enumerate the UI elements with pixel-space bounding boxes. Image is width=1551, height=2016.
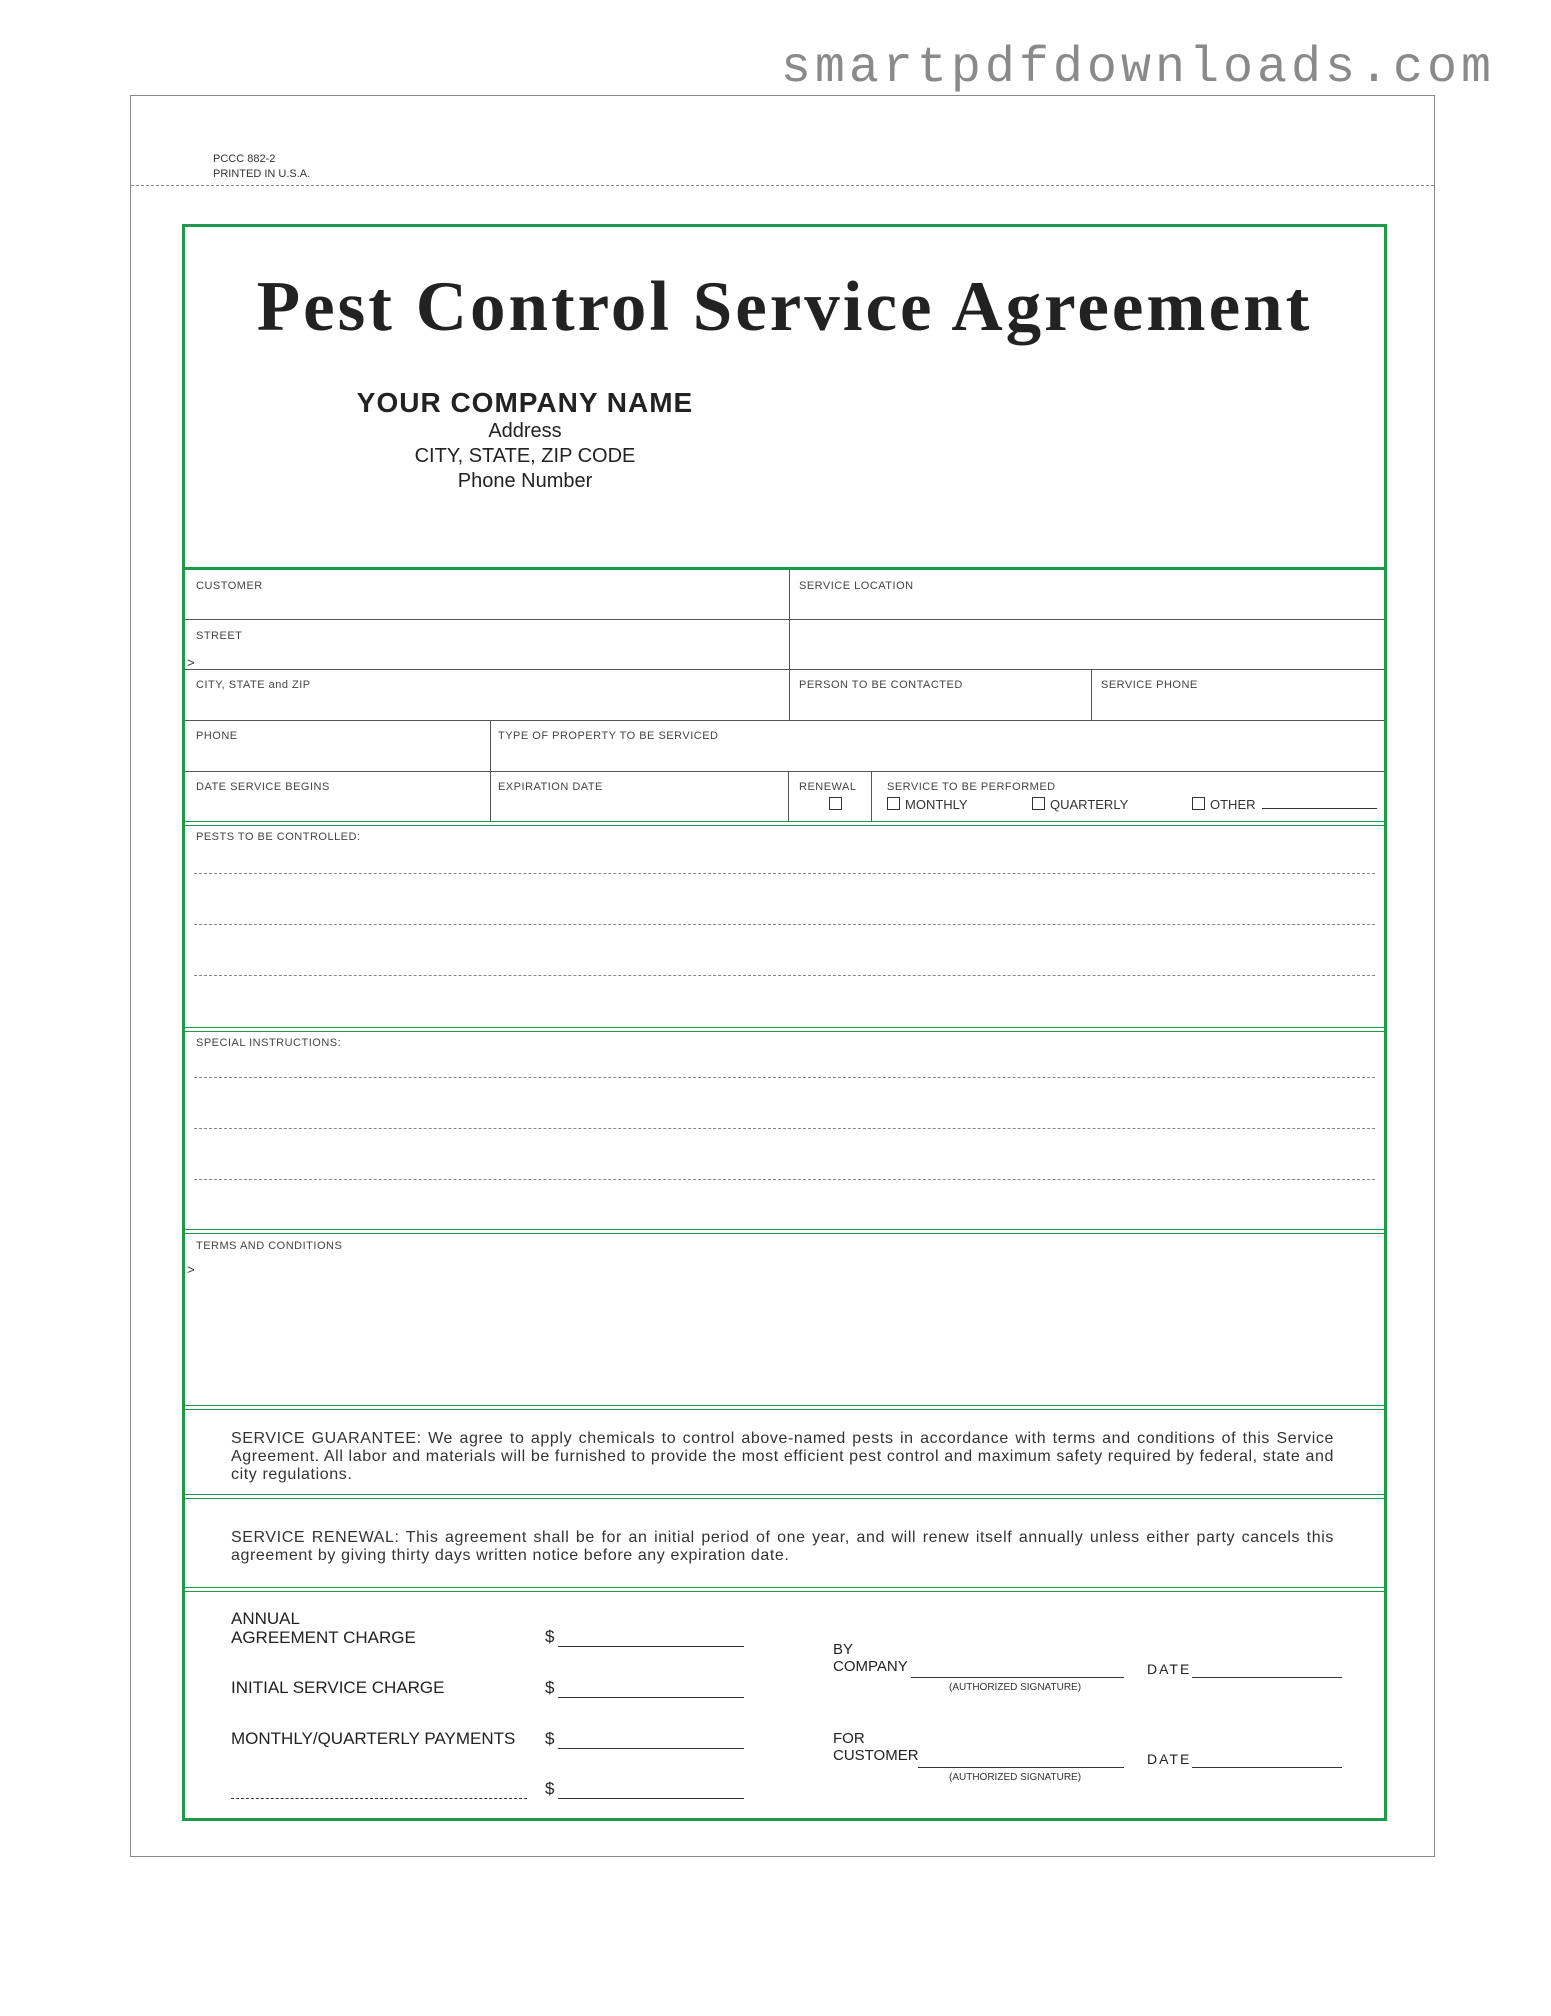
section-separator (185, 1027, 1384, 1032)
currency-symbol: $ (545, 1678, 555, 1697)
row-divider (185, 619, 1384, 620)
form-code (213, 152, 310, 182)
pests-label: PESTS TO BE CONTROLLED: (196, 831, 361, 843)
company-phone: Phone Number (457, 470, 593, 492)
section-separator (185, 1229, 1384, 1234)
special-instructions-label: SPECIAL INSTRUCTIONS: (196, 1037, 342, 1049)
initial-charge-input[interactable] (558, 1697, 744, 1698)
currency-symbol: $ (545, 1779, 555, 1798)
monthly-quarterly-input[interactable] (558, 1748, 744, 1749)
city-state-zip-field[interactable]: CITY, STATE and ZIP (196, 679, 311, 691)
checkbox-icon (887, 797, 900, 810)
customer-label: CUSTOMER (833, 1747, 919, 1764)
form-sheet (130, 95, 1435, 1857)
pests-line[interactable] (194, 924, 1375, 925)
pests-line[interactable] (194, 975, 1375, 976)
form-code-number: PCCC 882-2 (213, 153, 276, 165)
quarterly-checkbox[interactable] (1032, 797, 1128, 812)
terms-label: TERMS AND CONDITIONS (196, 1240, 343, 1252)
customer-date-label: DATE (1147, 1751, 1192, 1767)
company-date-label: DATE (1147, 1661, 1192, 1677)
company-signature-input[interactable] (911, 1677, 1124, 1678)
section-separator (185, 1405, 1384, 1410)
annual-charge-label (231, 1609, 416, 1647)
checkbox-icon (829, 797, 842, 810)
property-type-field[interactable]: TYPE OF PROPERTY TO BE SERVICED (498, 730, 719, 742)
service-location-field[interactable]: SERVICE LOCATION (799, 580, 914, 592)
monthly-label: MONTHLY (905, 797, 968, 812)
authorized-signature-caption: (AUTHORIZED SIGNATURE) (949, 1682, 1082, 1693)
renewal-label: RENEWAL (799, 781, 857, 793)
renewal-checkbox[interactable] (829, 797, 847, 812)
other-input[interactable] (1262, 808, 1377, 809)
monthly-quarterly-label: MONTHLY/QUARTERLY PAYMENTS (231, 1729, 516, 1748)
instructions-line[interactable] (194, 1128, 1375, 1129)
company-block (305, 387, 745, 494)
annual-charge-input[interactable] (558, 1646, 744, 1647)
currency-symbol: $ (545, 1627, 555, 1646)
company-city: CITY, STATE, ZIP CODE (414, 445, 636, 467)
annual-label-line1: ANNUAL (231, 1609, 300, 1628)
pests-line[interactable] (194, 873, 1375, 874)
column-divider (788, 771, 789, 822)
customer-signature-label (833, 1730, 919, 1764)
row-divider (185, 771, 1384, 772)
instructions-line[interactable] (194, 1077, 1375, 1078)
custom-charge-label-input[interactable] (231, 1798, 527, 1799)
other-checkbox[interactable] (1192, 797, 1377, 812)
service-to-be-performed-label: SERVICE TO BE PERFORMED (887, 781, 1056, 793)
chevron-marker: > (187, 655, 195, 670)
column-divider (871, 771, 872, 822)
column-divider (1091, 669, 1092, 720)
checkbox-icon (1192, 797, 1205, 810)
customer-signature-input[interactable] (918, 1767, 1124, 1768)
person-contacted-field[interactable]: PERSON TO BE CONTACTED (799, 679, 963, 691)
tear-line (131, 185, 1434, 186)
company-address: Address (488, 420, 562, 442)
row-divider (185, 720, 1384, 721)
section-separator (185, 1494, 1384, 1499)
page-title: Pest Control Service Agreement (256, 268, 1313, 346)
instructions-line[interactable] (194, 1179, 1375, 1180)
service-renewal-text: SERVICE RENEWAL: This agreement shall be for an initial period of one year, and will renew itself annually unless either party cancels this agreement by giving thirty days written notice before any expiration date. (231, 1529, 1334, 1564)
monthly-checkbox[interactable] (887, 797, 968, 812)
company-date-input[interactable] (1192, 1677, 1342, 1678)
row-divider (185, 669, 1384, 670)
column-divider (789, 569, 790, 721)
custom-charge-input[interactable] (558, 1798, 744, 1799)
agreement-form (182, 224, 1387, 1821)
company-name: YOUR COMPANY NAME (356, 387, 694, 418)
authorized-signature-caption: (AUTHORIZED SIGNATURE) (949, 1772, 1082, 1783)
customer-date-input[interactable] (1192, 1767, 1342, 1768)
company-label: COMPANY (833, 1658, 908, 1675)
date-service-begins-field[interactable]: DATE SERVICE BEGINS (196, 781, 330, 793)
other-label: OTHER (1210, 797, 1256, 812)
column-divider (490, 720, 491, 822)
quarterly-label: QUARTERLY (1050, 797, 1129, 812)
checkbox-icon (1032, 797, 1045, 810)
phone-field[interactable]: PHONE (196, 730, 238, 742)
watermark: smartpdfdownloads.com (780, 40, 1495, 97)
currency-symbol: $ (545, 1729, 555, 1748)
customer-field[interactable]: CUSTOMER (196, 580, 263, 592)
section-separator (185, 821, 1384, 826)
company-signature-label (833, 1641, 908, 1675)
street-field[interactable]: STREET (196, 630, 243, 642)
form-code-printed: PRINTED IN U.S.A. (213, 168, 311, 180)
service-guarantee-text: SERVICE GUARANTEE: We agree to apply chemicals to control above-named pests in accordance with terms and conditions of this Service Agreement. All labor and materials will be furnished to provide the most efficient pest control and maximum safety required by federal, state and city regulations. (231, 1430, 1334, 1483)
header-separator (185, 567, 1384, 570)
chevron-marker: > (187, 1262, 195, 1277)
section-separator (185, 1587, 1384, 1592)
service-phone-field[interactable]: SERVICE PHONE (1101, 679, 1198, 691)
initial-charge-label: INITIAL SERVICE CHARGE (231, 1678, 445, 1697)
by-label: BY (833, 1641, 854, 1658)
expiration-date-field[interactable]: EXPIRATION DATE (498, 781, 603, 793)
annual-label-line2: AGREEMENT CHARGE (231, 1628, 416, 1647)
for-label: FOR (833, 1730, 865, 1747)
